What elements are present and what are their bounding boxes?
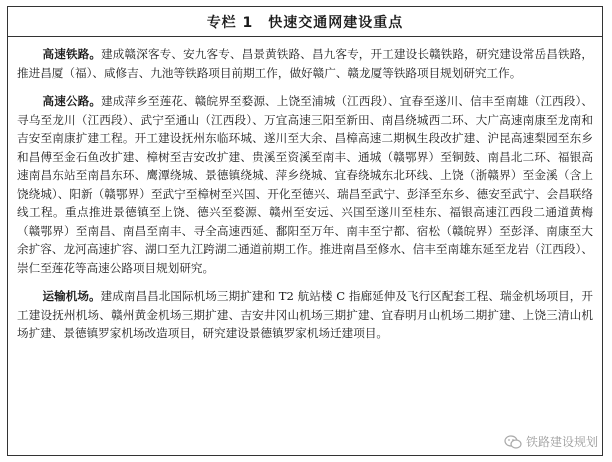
watermark-text: 铁路建设规划: [525, 435, 598, 449]
watermark: [504, 433, 598, 450]
box-title: 专栏 1 快速交通网建设重点: [8, 7, 602, 37]
column-box: [7, 6, 603, 456]
section-heading: 运输机场。: [42, 289, 101, 303]
section-body: 建成赣深客专、安九客专、昌景黄铁路、昌九客专，开工建设长赣铁路，研究建设常岳昌铁路，推进昌厦（福）、咸修吉、九池等铁路项目前期工作，做好赣广、赣龙厦等铁路项目规划研究工作。: [17, 47, 593, 80]
section-body: 建成南昌昌北国际机场三期扩建和 T2 航站楼 C 指廊延伸及飞行区配套工程、瑞金机场项目，开工建设抚州机场、赣州黄金机场三期扩建、吉安井冈山机场三期扩建、宜春明月山机场二期扩建、上饶三清山机场扩建、景德镇罗家机场改造项目，研究建设景德镇罗家机场迁建项目。: [17, 289, 593, 340]
section-heading: 高速公路。: [42, 94, 102, 108]
section-airport: [17, 287, 593, 343]
box-content: [8, 37, 602, 343]
section-body: 建成萍乡至莲花、赣皖界至婺源、上饶至浦城（江西段）、宜春至遂川、信丰至南雄（江西段）、寻乌至龙川（江西段）、武宁至通山（江西段）、万宜高速三阳至新田、南昌绕城西二环、大广高速南康至龙南和吉安至南康扩建工程。开工建设抚州东临环城、遂川至大余、昌樟高速二期枫生段改扩建、沪昆高速梨园至东乡和昌傅至金石鱼改扩建、樟树至吉安改扩建、贵溪至资溪至南丰、通城（赣鄂界）至铜鼓、南昌北二环、福银高速南昌东站至南昌东环、鹰潭绕城、景德镇绕城、萍乡绕城、宜春绕城东北环线、上饶（浙赣界）至金溪（含上饶绕城）、阳新（赣鄂界）至武宁至樟树至兴国、开化至德兴、瑞昌至武宁、彭泽至东乡、德安至武宁、会昌联络线工程。重点推进景德镇至上饶、德兴至婺源、赣州至安远、兴国至遂川至桂东、福银高速江西段二通道黄梅（赣鄂界）至南昌、南昌至南丰、寻全高速西延、鄱阳至万年、南丰至宁都、宿松（赣皖界）至彭泽、南康至大余扩容、龙河高速扩容、湖口至九江跨湖二通道前期工作。推进南昌至修水、信丰至南雄东延至龙岩（江西段）、崇仁至莲花等高速公路项目规划研究。: [17, 94, 593, 275]
section-railway: [17, 45, 593, 82]
section-highway: [17, 92, 593, 277]
section-heading: 高速铁路。: [42, 47, 102, 61]
wechat-icon: [504, 435, 522, 449]
